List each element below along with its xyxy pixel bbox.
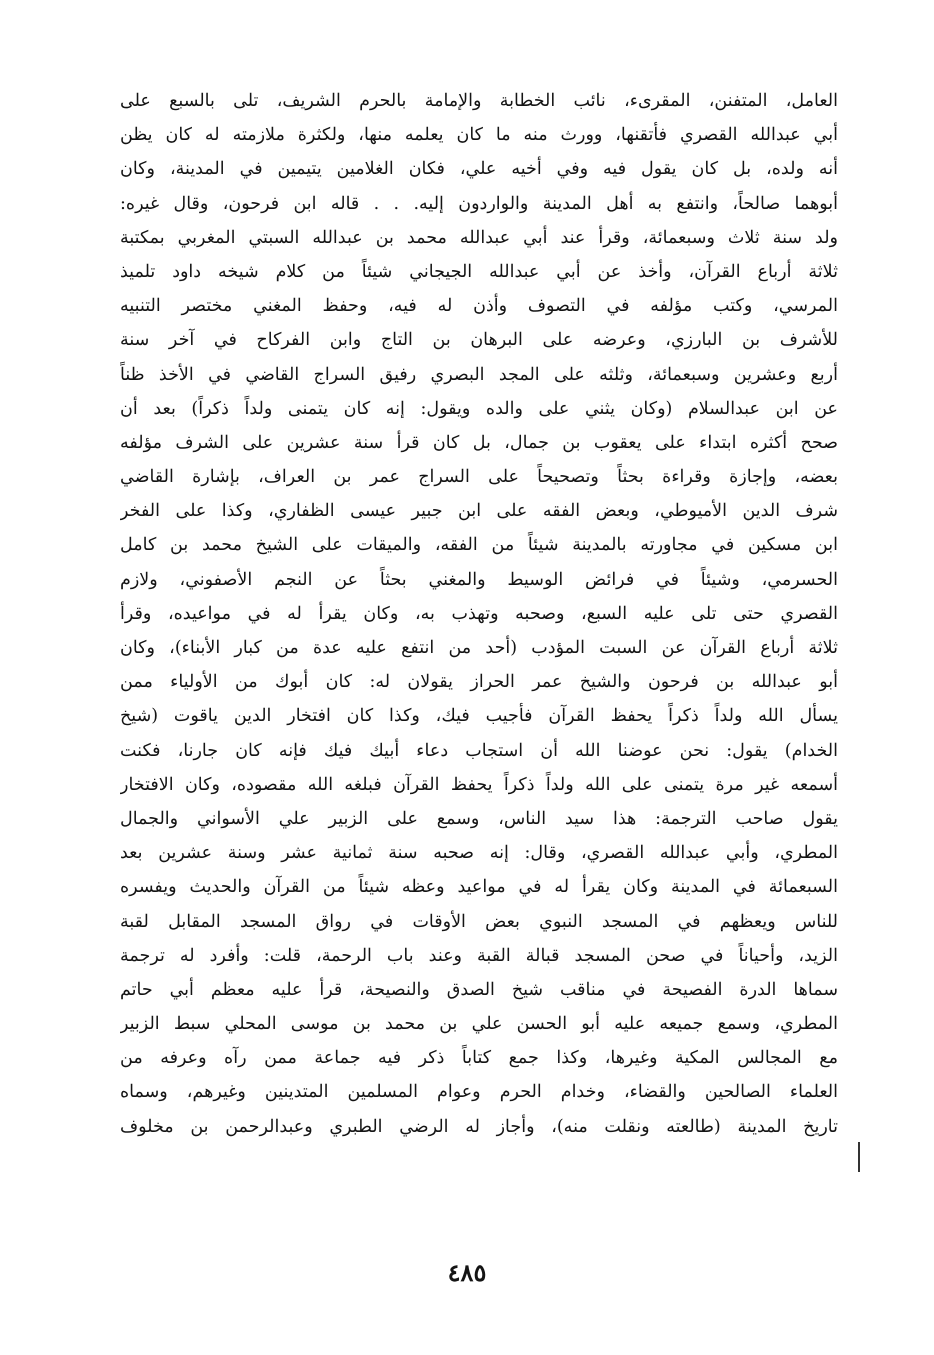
text-line: المطري، وأبي عبدالله القصري، وقال: إنه صحبه سنة ثمانية عشر وسنة عشرين بعد	[120, 843, 838, 864]
text-line: يسأل الله ولداً ذكراً يحفظ القرآن فأجيب فيك، وكذا كان افتخار الدين ياقوت (شيخ	[120, 706, 838, 727]
text-line: أبي عبدالله القصري فأتقنها، وورث منه ما كان يعلمه منها، ولكثرة ملازمته له كان يظن	[120, 125, 838, 146]
text-line: الزيد، وأحياناً في صحن المسجد قبالة القبة وعند باب الرحمة، قلت: وأفرد له ترجمة	[120, 945, 838, 966]
text-line: ابن مسكين في مجاورته بالمدينة شيئاً من الفقه، والميقات على الشيخ محمد بن كامل	[120, 535, 838, 556]
text-line: للأشرف بن البارزي، وعرضه على البرهان بن التاج وابن الفركاح في آخر سنة	[120, 330, 838, 351]
text-line: ثلاثة أرباع القرآن، وأخذ عن أبي عبدالله الجيجاني شيئاً من كلام شيخه داود تلميذ	[120, 261, 838, 282]
text-line: عن ابن عبدالسلام (وكان يثني على والده ويقول: إنه كان يتمنى ولداً ذكراً) بعد أن	[120, 398, 838, 419]
text-line: الحسرمي، وشيئاً في فرائض الوسيط والمغني بحثاً عن النجم الأصفوني، ولازم	[120, 569, 838, 590]
text-line: أنه ولده، بل كان يقول فيه وفي أخيه علي، فكان الغلامين يتيمين في المدينة، وكان	[120, 159, 838, 180]
text-line: يقول صاحب الترجمة: هذا سيد الناس، وسمع على الزبير علي الأسواني والجمال	[120, 808, 838, 829]
text-line: للناس ويعظهم في المسجد النبوي بعض الأوقات في رواق المسجد المقابل لقبة	[120, 911, 838, 932]
text-line: شرف الدين الأميوطي، وبعض الفقه على ابن جبير عيسى الظفاري، وكذا على الفخر	[120, 501, 838, 522]
text-line: سماها الدرة الفصيحة في مناقب شيخ الصدق والنصيحة، قرأ عليه معظم أبي حاتم	[120, 979, 838, 1000]
text-line: أسمعه غير مرة يتمنى على الله ولداً ذكراً يحفظ القرآن فبلغه الله مقصوده، وكان الافتخار	[120, 774, 838, 795]
text-line: المرسي، وكتب مؤلفه في التصوف وأذن له فيه، وحفظ المغني مختصر التنبيه	[120, 296, 838, 317]
text-line: ولد سنة ثلاث وسبعمائة، وقرأ عند أبي عبدالله محمد بن عبدالله السبتي المغربي بمكتبة	[120, 227, 838, 248]
body-text	[120, 84, 838, 1144]
text-line: السبعمائة في المدينة وكان يقرأ له في مواعيد وعظه شيئاً من القرآن والحديث ويفسره	[120, 877, 838, 898]
text-line: أبوهما صالحاً، وانتفع به أهل المدينة والواردون إليه. . . قاله ابن فرحون، وقال غيره:	[120, 193, 838, 214]
page-number: ٤٨٥	[447, 1258, 487, 1287]
text-line: صحح أكثره ابتداء على يعقوب بن جمال، بل كان قرأ سنة عشرين على الشرف مؤلفه	[120, 432, 838, 453]
text-line: تاريخ المدينة (طالعته ونقلت منه)، وأجاز له الرضي الطبري وعبدالرحمن بن مخلوف	[120, 1116, 838, 1137]
text-line: بعضه، وإجازة وقراءة بحثاً وتصحيحاً على السراج عمر بن العراف، بإشارة القاضي	[120, 467, 838, 488]
text-line: القصري حتى تلى عليه السبع، وصحبه وتهذب به، وكان يقرأ له في مواعيده، وقرأ	[120, 603, 838, 624]
text-line: العامل، المتفنن، المقرىء، نائب الخطابة والإمامة بالحرم الشريف، تلى بالسبع على	[120, 91, 838, 111]
text-line: المطري، وسمع جميعه عليه أبو الحسن علي بن محمد بن موسى المحلي سبط الزبير	[120, 1014, 838, 1035]
text-line: أربع وعشرين وسبعمائة، وثلثه على المجد البصري رفيق السراج القاضي في الأخذ ظناً	[120, 364, 838, 385]
text-line: ثلاثة أرباع القرآن عن السبت المؤدب (أحد من انتفع عليه عدة من كبار الأبناء)، وكان	[120, 638, 838, 658]
text-line: العلماء الصالحين والقضاء، وخدام الحرم وعوام المسلمين المتدينين وغيرهم، وسماه	[120, 1082, 838, 1103]
margin-mark	[858, 1142, 860, 1172]
text-line: أبو عبدالله بن فرحون والشيخ عمر الحراز يقولان له: كان أبوك من الأولياء ممن	[120, 672, 838, 693]
text-line: مع المجالس المكية وغيرها، وكذا جمع كتاباً ذكر فيه جماعة ممن رآه وعرفه من	[120, 1048, 838, 1069]
text-line: الخدام) يقول: نحن عوضنا الله أن استجاب دعاء أبيك فيك فإنه كان جارنا، فكنت	[120, 740, 838, 761]
